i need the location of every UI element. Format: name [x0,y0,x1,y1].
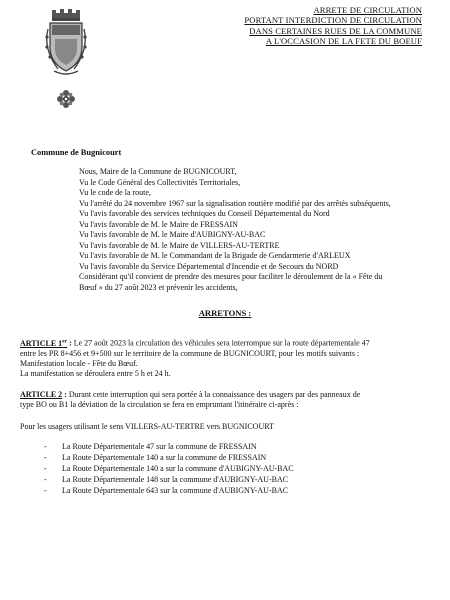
list-item [44,452,294,463]
article-line: type BO ou B1 la déviation de la circulation se fera en empruntant l'itinéraire ci-après : [20,400,299,410]
considerant-line: Vu l'avis favorable de M. le Maire de FRESSAIN [79,219,238,229]
article-line: La manifestation se déroulera entre 5 h et 24 h. [20,369,171,379]
deviation-route-list [44,441,294,496]
article-1-label [20,339,67,348]
commune-name: Commune de Bugnicourt [31,148,122,157]
considerant-line: Vu l'avis favorable du Service Départemental d'Incendie et de Secours du NORD [79,261,339,271]
article-line [20,336,430,349]
heraldic-flower-icon [57,90,75,108]
considerant-line: Vu l'avis favorable de M. le Maire d'AUBIGNY-AU-BAC [79,230,266,239]
route-text: La Route Départementale 140 a sur la commune de FRESSAIN [62,453,267,462]
considerant-line: Vu l'avis favorable de M. le Maire de VILLERS-AU-TERTRE [79,240,280,250]
route-text: La Route Départementale 47 sur la commune de FRESSAIN [62,442,257,451]
list-item [44,485,294,496]
article-line: entre les PR 8+456 et 9+500 sur le territoire de la commune de BUGNICOURT, pour les motifs suivants : [20,348,360,358]
title-line: A L'OCCASION DE LA FETE DU BOEUF [265,36,422,47]
considerant-line: Nous, Maire de la Commune de BUGNICOURT, [79,167,237,176]
usagers-direction: Pour les usagers utilisant le sens VILLERS-AU-TERTRE vers BUGNICOURT [20,422,274,431]
considerant-line: Vu le Code Général des Collectivités Territoriales, [79,177,241,187]
list-dash: - [44,486,47,495]
arretons-heading [0,308,450,318]
article-line [20,390,430,400]
title-line: ARRETE DE CIRCULATION [313,5,422,15]
considerant-line: Vu le code de la route, [79,188,151,197]
list-dash: - [44,475,47,484]
document-title [182,5,422,47]
list-item [44,441,294,452]
route-text: La Route Départementale 643 sur la commune d'AUBIGNY-AU-BAC [62,486,289,495]
list-dash: - [44,464,47,473]
article-1 [20,336,430,379]
arretons-text: ARRETONS : [198,308,252,318]
article-2-text: Durant cette interruption qui sera portée à la connaissance des usagers par des panneaux de [66,390,361,399]
article-line: Manifestation locale - Fête du Bœuf. [20,359,138,369]
list-dash: - [44,442,47,451]
considerant-line: Vu l'arrêté du 24 novembre 1967 sur la signalisation routière modifié par des arrêtés subséquents, [79,198,391,208]
list-item [44,463,294,474]
list-dash: - [44,453,47,462]
article-1-colon: : [67,338,72,348]
considerant-line: Vu l'avis favorable des services techniques du Conseil Départemental du Nord [79,209,330,218]
title-line: DANS CERTAINES RUES DE LA COMMUNE [249,25,422,36]
title-line: PORTANT INTERDICTION DE CIRCULATION [244,15,422,26]
article-1-label-text: ARTICLE 1 [20,338,63,348]
list-item [44,474,294,485]
route-text: La Route Départementale 140 a sur la commune d'AUBIGNY-AU-BAC [62,464,294,473]
route-text: La Route Départementale 148 sur la commune d'AUBIGNY-AU-BAC [62,475,289,484]
considerant-line: Vu l'avis favorable de M. le Commandant de la Brigade de Gendarmerie d'ARLEUX [79,251,351,260]
article-2-label: ARTICLE 2 [20,390,63,399]
municipal-coat-of-arms-icon [44,5,88,113]
considerant-line: Bœuf » du 27 août 2023 et prévenir les accidents, [79,282,238,292]
article-1-text: Le 27 août 2023 la circulation des véhicules sera interrompue sur la route départementale 47 [71,338,370,348]
article-1-label-sup: er [62,338,68,344]
considerant-line: Considérant qu'il convient de prendre des mesures pour faciliter le déroulement de la « Fête du [79,272,383,281]
considerants [79,167,419,293]
article-2 [20,390,430,410]
article-2-colon: : [62,390,67,399]
